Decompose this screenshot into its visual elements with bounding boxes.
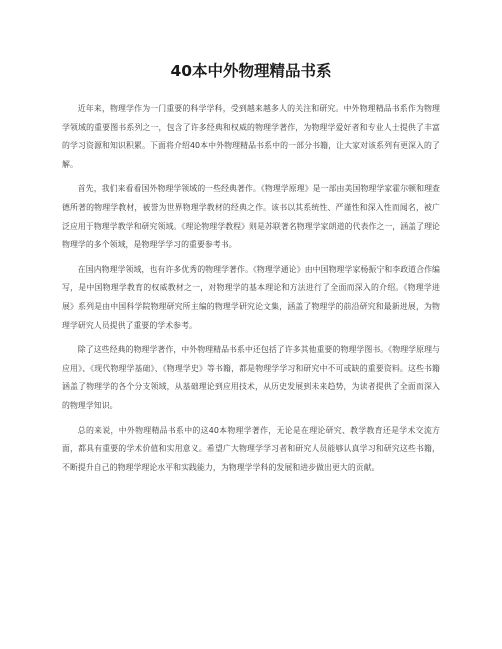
paragraph-conclusion: 总的来说，中外物理精品书系中的这40本物理学著作，无论是在理论研究、教学教育还是学术交流方面，都具有重要的学术价值和实用意义。希望广大物理学学习者和研究人员能够认真学习和研究这些书籍，不断提升自己的物理学理论水平和实践能力，为物理学学科的发展和进步做出更大的贡献。 <box>62 425 440 472</box>
paragraph-other-books: 除了这些经典的物理学著作，中外物理精品书系中还包括了许多其他重要的物理学图书。《物理学原理与应用》、《现代物理学基础》、《物理学史》等书籍，都是物理学学习和研究中不可或缺的重要资料。这些书籍涵盖了物理学的各个分支领域，从基础理论到应用技术，从历史发展到未来趋势，为读者提供了全面而深入的物理学知识。 <box>62 345 440 410</box>
document-title: 40本中外物理精品书系 <box>170 62 332 80</box>
paragraph-foreign-classics: 首先，我们来看看国外物理学领域的一些经典著作。《物理学原理》是一部由美国物理学家霍尔顿和理查德所著的物理学教材，被誉为世界物理学教材的经典之作。该书以其系统性、严谨性和深入性而闻名，被广泛应用于物理学教学和研究领域。《理论物理学教程》则是苏联著名物理学家朗道的代表作之一，涵盖了理论物理学的多个领域，是物理学学习的重要参考书。 <box>62 184 440 250</box>
document-body <box>62 100 440 483</box>
paragraph-intro: 近年来，物理学作为一门重要的科学学科，受到越来越多人的关注和研究。中外物理精品书系作为物理学领域的重要图书系列之一，包含了许多经典和权威的物理学著作，为物理学爱好者和专业人士提供了丰富的学习资源和知识积累。下面将介绍40本中外物理精品书系中的一部分书籍，让大家对该系列有更深入的了解。 <box>62 104 440 169</box>
paragraph-domestic-works: 在国内物理学领域，也有许多优秀的物理学著作。《物理学通论》由中国物理学家杨振宁和李政道合作编写，是中国物理学教育的权威教材之一，对物理学的基本理论和方法进行了全面而深入的介绍。《物理学进展》系列是由中国科学院物理研究所主编的物理学研究论文集，涵盖了物理学的前沿研究和最新进展，为物理学研究人员提供了重要的学术参考。 <box>62 264 440 330</box>
